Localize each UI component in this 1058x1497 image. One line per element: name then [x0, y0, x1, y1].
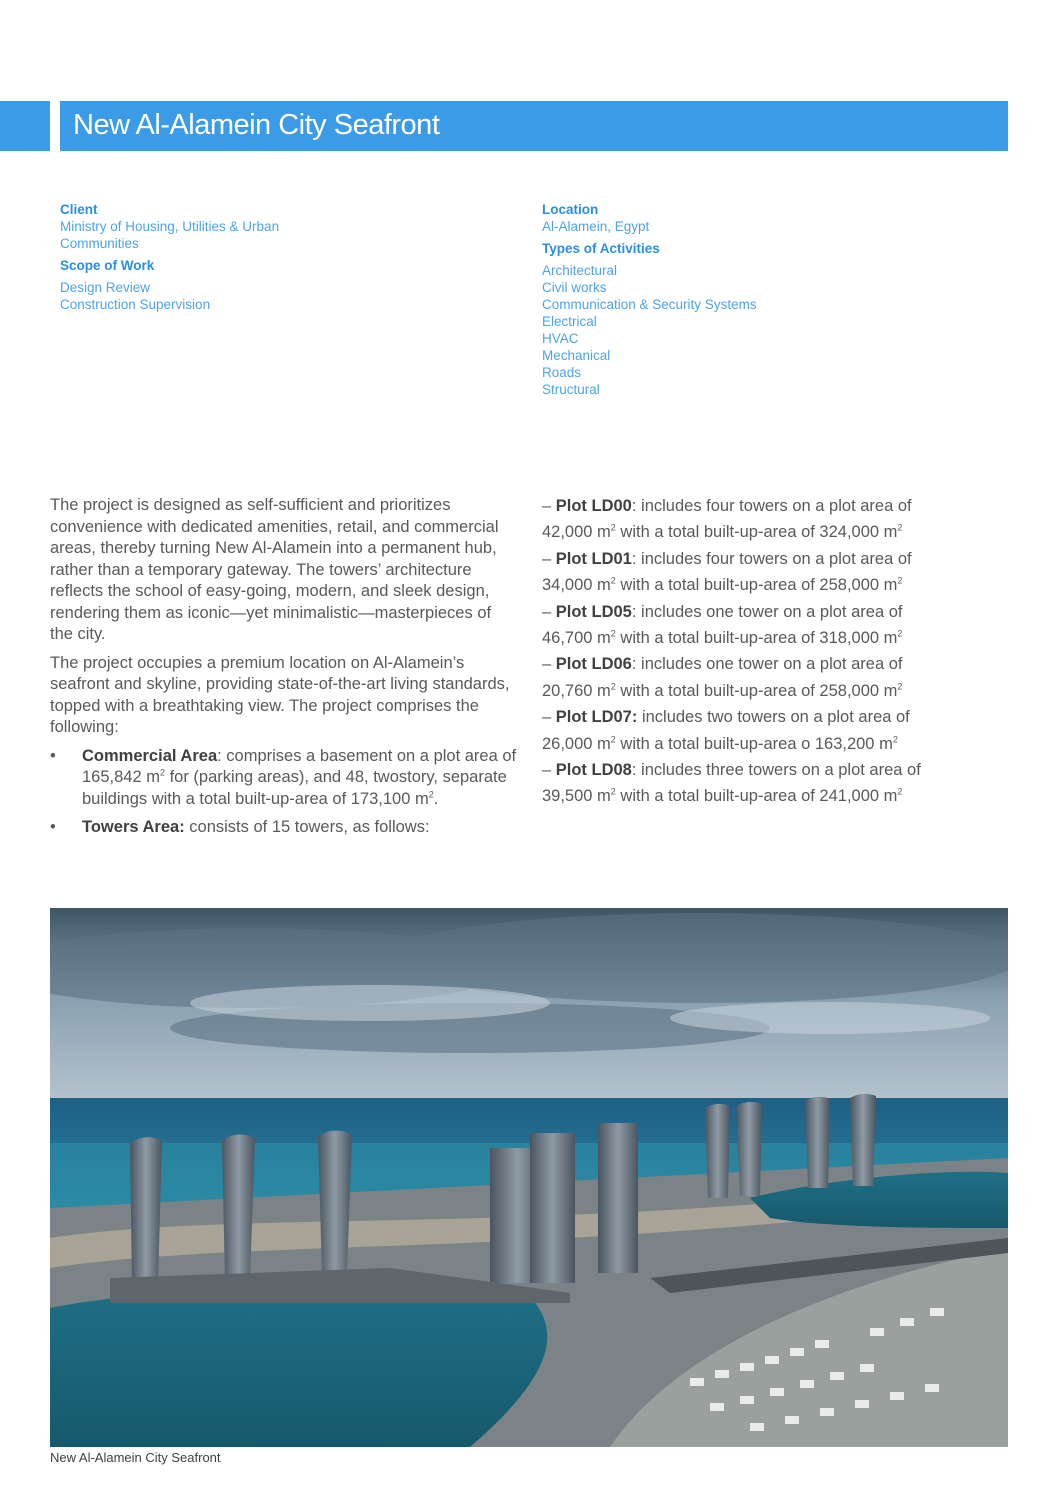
bullet: •: [50, 746, 56, 765]
plot-name: Plot LD06: [555, 655, 632, 674]
page-title: New Al-Alamein City Seafront: [73, 109, 440, 141]
plot-entry: – Plot LD01: includes four towers on a plot area of 34,000 $m^2$ with a total built-up-area of 258,000 $m^2$: [542, 549, 912, 595]
client-line: Ministry of Housing, Utilities & Urban: [60, 219, 280, 234]
plot-entry: – Plot LD06: includes one tower on a plot area of 20,760 $m^2$ with a total built-up-area of 258,000 $m^2$: [542, 655, 903, 700]
scope-item: Design Review: [60, 280, 151, 295]
info-left: [60, 201, 360, 313]
plot-entry: – Plot LD08: includes three towers on a plot area of 39,500 $m^2$ with a total built-up-area of 241,000 $m^2$: [542, 761, 921, 806]
component-list: [50, 746, 518, 839]
client-label: Client: [60, 202, 98, 217]
seafront-photo: [50, 908, 1008, 1447]
bullet: •: [50, 818, 56, 836]
info-right: [542, 201, 842, 398]
header-accent-block: [0, 101, 50, 151]
photo-caption: New Al-Alamein City Seafront: [50, 1450, 221, 1465]
body-left-column: [50, 495, 518, 846]
body-paragraph: The project occupies a premium location on Al-Alamein’s seafront and skyline, providing state-of-the-art living standards, topped with a breathtaking view. The project comprises the following:: [50, 653, 510, 736]
location-label: Location: [542, 202, 599, 217]
plot-entry: – Plot LD07: includes two towers on a plot area of 26,000 $m^2$ with a total built-up-area o 163,200 $m^2$: [542, 708, 910, 753]
plot-name: Plot LD05: [555, 602, 632, 621]
activity-item: Structural: [542, 382, 600, 397]
list-item: • Commercial Area: comprises a basement on a plot area of 165,842 $m^2$ for (parking areas), and 48, twostory, separate buildings with a total built-up-area of 173,100 $m^2$.: [50, 746, 517, 808]
activity-item: HVAC: [542, 331, 579, 346]
activity-item: Mechanical: [542, 348, 611, 363]
list-item-title: Commercial Area: [82, 746, 218, 765]
plot-name: Plot LD08: [555, 761, 632, 780]
plot-name: Plot LD07:: [555, 708, 638, 727]
list-item: • Towers Area: consists of 15 towers, as follows:: [50, 817, 518, 839]
client-line: Communities: [60, 236, 139, 251]
list-item-title: Towers Area:: [82, 818, 185, 836]
plot-entry: – Plot LD00: includes four towers on a plot area of 42,000 $m^2$ with a total built-up-area of 324,000 $m^2$: [542, 497, 912, 542]
activity-item: Architectural: [542, 263, 618, 278]
activity-item: Electrical: [542, 314, 597, 329]
activity-item: Roads: [542, 365, 582, 380]
plot-name: Plot LD00: [555, 497, 632, 515]
activity-item: Civil works: [542, 280, 607, 295]
plots-column: [542, 493, 1008, 810]
location-value: Al-Alamein, Egypt: [542, 219, 650, 234]
header-banner: [60, 101, 1008, 151]
scope-label: Scope of Work: [60, 258, 155, 273]
plot-name: Plot LD01: [555, 549, 632, 568]
scope-item: Construction Supervision: [60, 297, 211, 312]
plot-entry: – Plot LD05: includes one tower on a plot area of 46,700 $m^2$ with a total built-up-area of 318,000 $m^2$: [542, 602, 903, 648]
activities-label: Types of Activities: [542, 241, 660, 256]
body-paragraph: The project is designed as self-sufficient and prioritizes convenience with dedicated amenities, retail, and commercial areas, thereby turning New Al-Alamein into a permanent hub, rather than a temporary gateway. The towers’ architecture reflects the school of easy-going, modern, and sleek design, rendering them as iconic—yet minimalistic—masterpieces of the city.: [50, 496, 499, 643]
activity-item: Communication & Security Systems: [542, 297, 757, 312]
